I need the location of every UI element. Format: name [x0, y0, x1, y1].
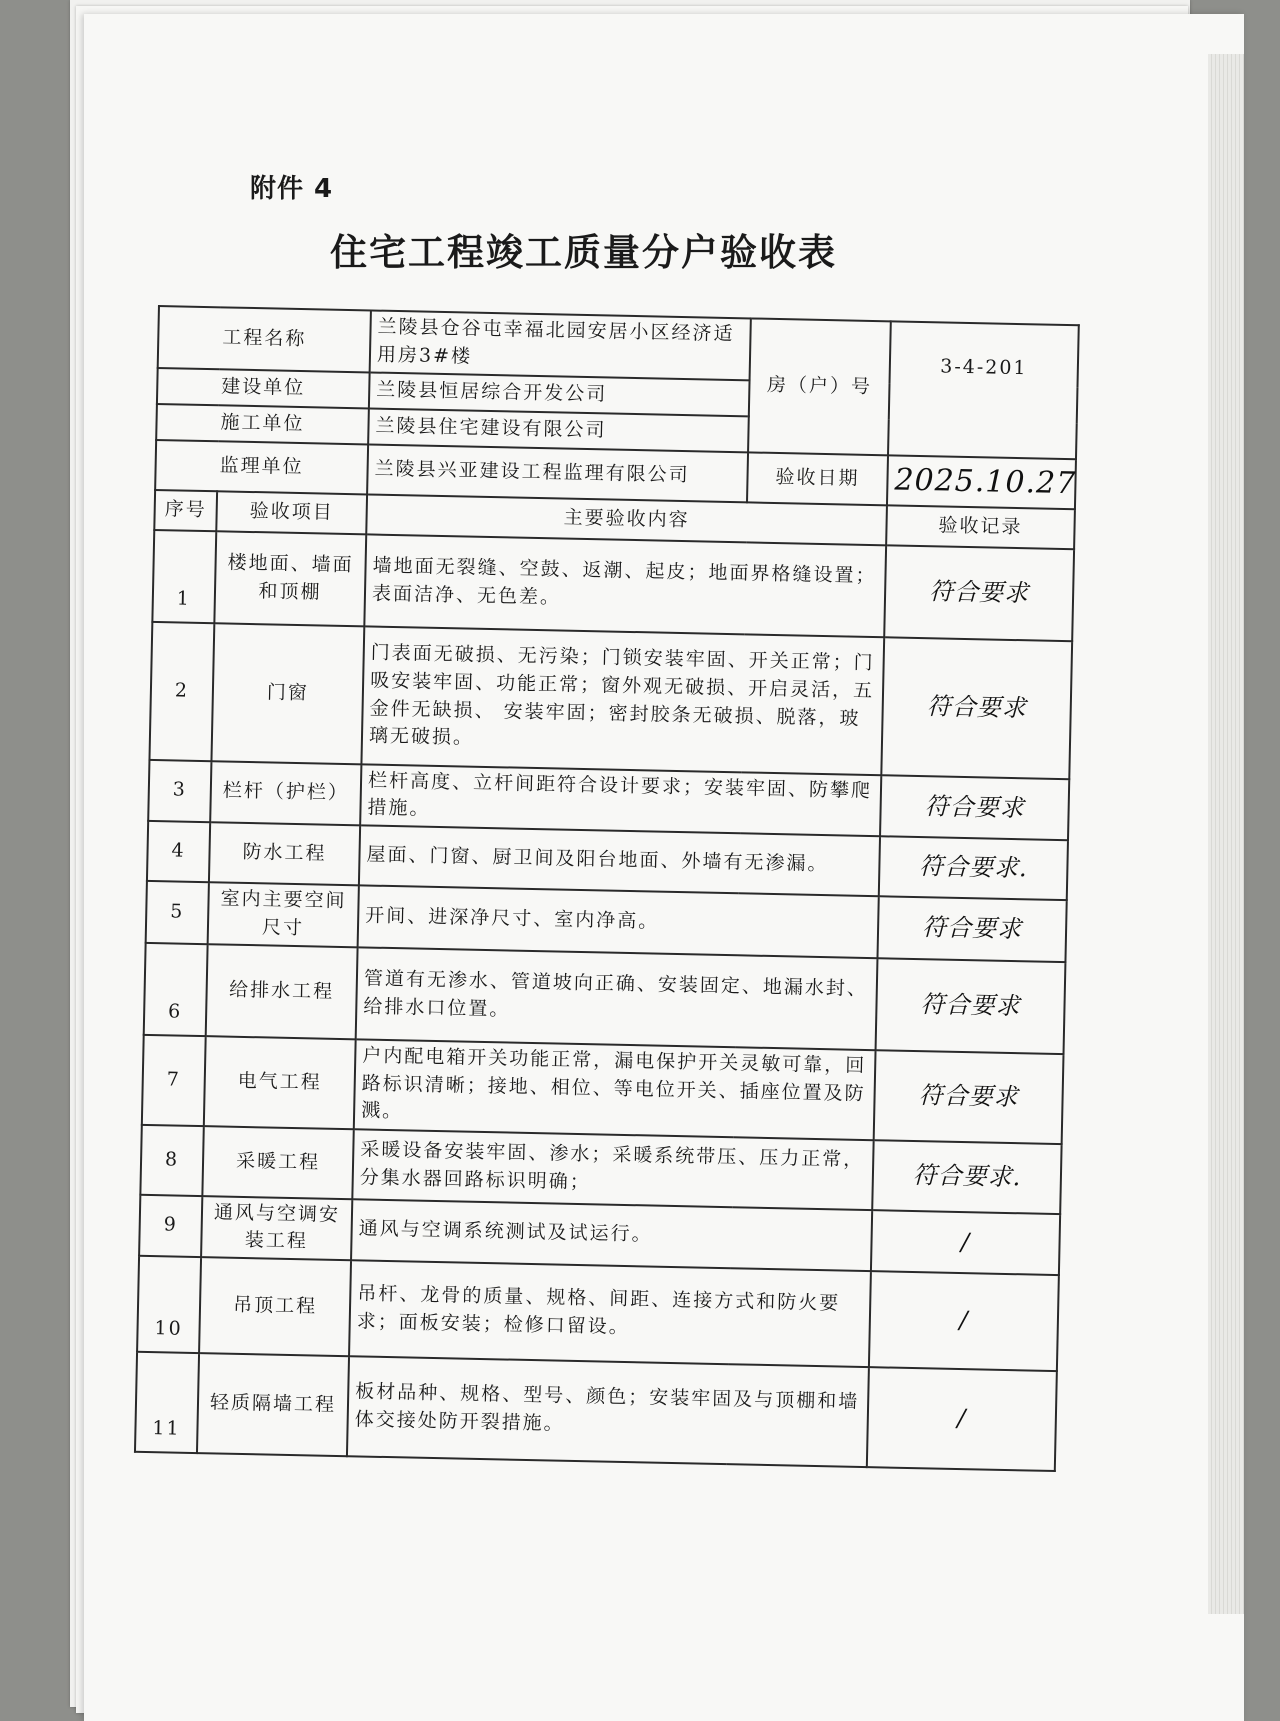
builder-label: 建设单位 — [157, 368, 370, 408]
row-item: 门窗 — [211, 623, 364, 764]
builder-value: 兰陵县恒居综合开发公司 — [369, 372, 750, 416]
row-record-handwritten: 符合要求 — [880, 775, 1069, 840]
row-item: 吊顶工程 — [199, 1257, 351, 1356]
contractor-value: 兰陵县住宅建设有限公司 — [368, 408, 749, 452]
row-content: 栏杆高度、立杆间距符合设计要求；安装牢固、防攀爬措施。 — [360, 764, 881, 836]
row-record-handwritten: / — [869, 1271, 1059, 1371]
header-seq: 序号 — [154, 489, 217, 530]
header-item: 验收项目 — [216, 491, 367, 534]
row-content: 墙地面无裂缝、空鼓、返潮、起皮；地面界格缝设置；表面洁净、无色差。 — [364, 534, 886, 637]
row-content: 管道有无渗水、管道坡向正确、安装固定、地漏水封、给排水口位置。 — [356, 947, 878, 1050]
row-record-handwritten: 符合要求 — [884, 545, 1074, 641]
row-seq: 4 — [147, 821, 210, 882]
row-record-handwritten: 符合要求 — [878, 896, 1067, 962]
supervisor-value: 兰陵县兴亚建设工程监理有限公司 — [367, 444, 748, 501]
row-seq: 5 — [146, 880, 209, 943]
row-seq: 3 — [148, 759, 211, 821]
handwritten-date: 2025.10.27 — [887, 455, 1076, 508]
row-seq: 6 — [144, 942, 208, 1035]
attachment-label: 附件 4 — [250, 174, 334, 204]
row-item: 轻质隔墙工程 — [197, 1353, 349, 1456]
contractor-label: 施工单位 — [156, 404, 369, 444]
project-name-value: 兰陵县仓谷屯幸福北园安居小区经济适用房3#楼 — [370, 310, 751, 380]
row-item: 室内主要空间尺寸 — [208, 882, 359, 947]
row-seq: 2 — [149, 621, 214, 760]
row-content: 屋面、门窗、厨卫间及阳台地面、外墙有无渗漏。 — [359, 825, 880, 896]
room-label: 房（户）号 — [748, 318, 891, 455]
table-row — [135, 1351, 1057, 1470]
row-record-handwritten: 符合要求 — [874, 1050, 1064, 1144]
header-content: 主要验收内容 — [366, 494, 887, 545]
row-item: 防水工程 — [209, 822, 360, 885]
date-label: 验收日期 — [747, 452, 888, 504]
row-content: 板材品种、规格、型号、颜色；安装牢固及与顶棚和墙体交接处防开裂措施。 — [347, 1356, 869, 1467]
row-item: 采暖工程 — [202, 1126, 353, 1199]
acceptance-form — [134, 305, 1078, 1472]
row-content: 采暖设备安装牢固、渗水；采暖系统带压、压力正常，分集水器回路标识明确； — [352, 1129, 873, 1210]
project-name-label: 工程名称 — [158, 306, 371, 372]
row-record-handwritten: / — [867, 1367, 1057, 1471]
row-content: 吊杆、龙骨的质量、规格、间距、连接方式和防火要求；面板安装；检修口留设。 — [349, 1260, 871, 1367]
row-record-handwritten: 符合要求. — [872, 1140, 1061, 1214]
header-record: 验收记录 — [886, 505, 1075, 549]
row-content: 开间、进深净尺寸、室内净高。 — [358, 885, 879, 958]
row-content: 通风与空调系统测试及试运行。 — [351, 1199, 872, 1271]
row-content: 户内配电箱开关功能正常，漏电保护开关灵敏可靠，回路标识清晰；接地、相位、等电位开关、插座位置及防溅。 — [354, 1039, 876, 1140]
acceptance-table — [134, 305, 1080, 1472]
room-value: 3-4-201 — [888, 321, 1079, 459]
table-row — [149, 621, 1072, 778]
row-item: 通风与空调安装工程 — [201, 1196, 352, 1260]
row-seq: 7 — [142, 1034, 206, 1125]
row-seq: 1 — [152, 529, 216, 622]
row-item: 楼地面、墙面和顶棚 — [214, 531, 366, 626]
row-seq: 11 — [135, 1351, 199, 1452]
paper-stack-edge — [1208, 54, 1244, 1614]
row-seq: 10 — [137, 1256, 201, 1353]
row-seq: 9 — [139, 1194, 202, 1256]
row-record-handwritten: 符合要求 — [876, 958, 1066, 1054]
row-record-handwritten: / — [871, 1210, 1060, 1275]
supervisor-label: 监理单位 — [155, 440, 368, 494]
row-record-handwritten: 符合要求. — [879, 836, 1068, 900]
row-item: 栏杆（护栏） — [210, 761, 361, 825]
document-title: 住宅工程竣工质量分户验收表 — [330, 231, 837, 274]
row-content: 门表面无破损、无污染；门锁安装牢固、开关正常；门吸安装牢固、功能正常；窗外观无破损、开启灵活，五金件无缺损、 安装牢固；密封胶条无破损、脱落，玻璃无破损。 — [361, 626, 884, 775]
row-item: 电气工程 — [204, 1036, 356, 1129]
row-seq: 8 — [140, 1124, 203, 1195]
row-record-handwritten: 符合要求 — [881, 637, 1072, 779]
row-item: 给排水工程 — [206, 944, 358, 1039]
